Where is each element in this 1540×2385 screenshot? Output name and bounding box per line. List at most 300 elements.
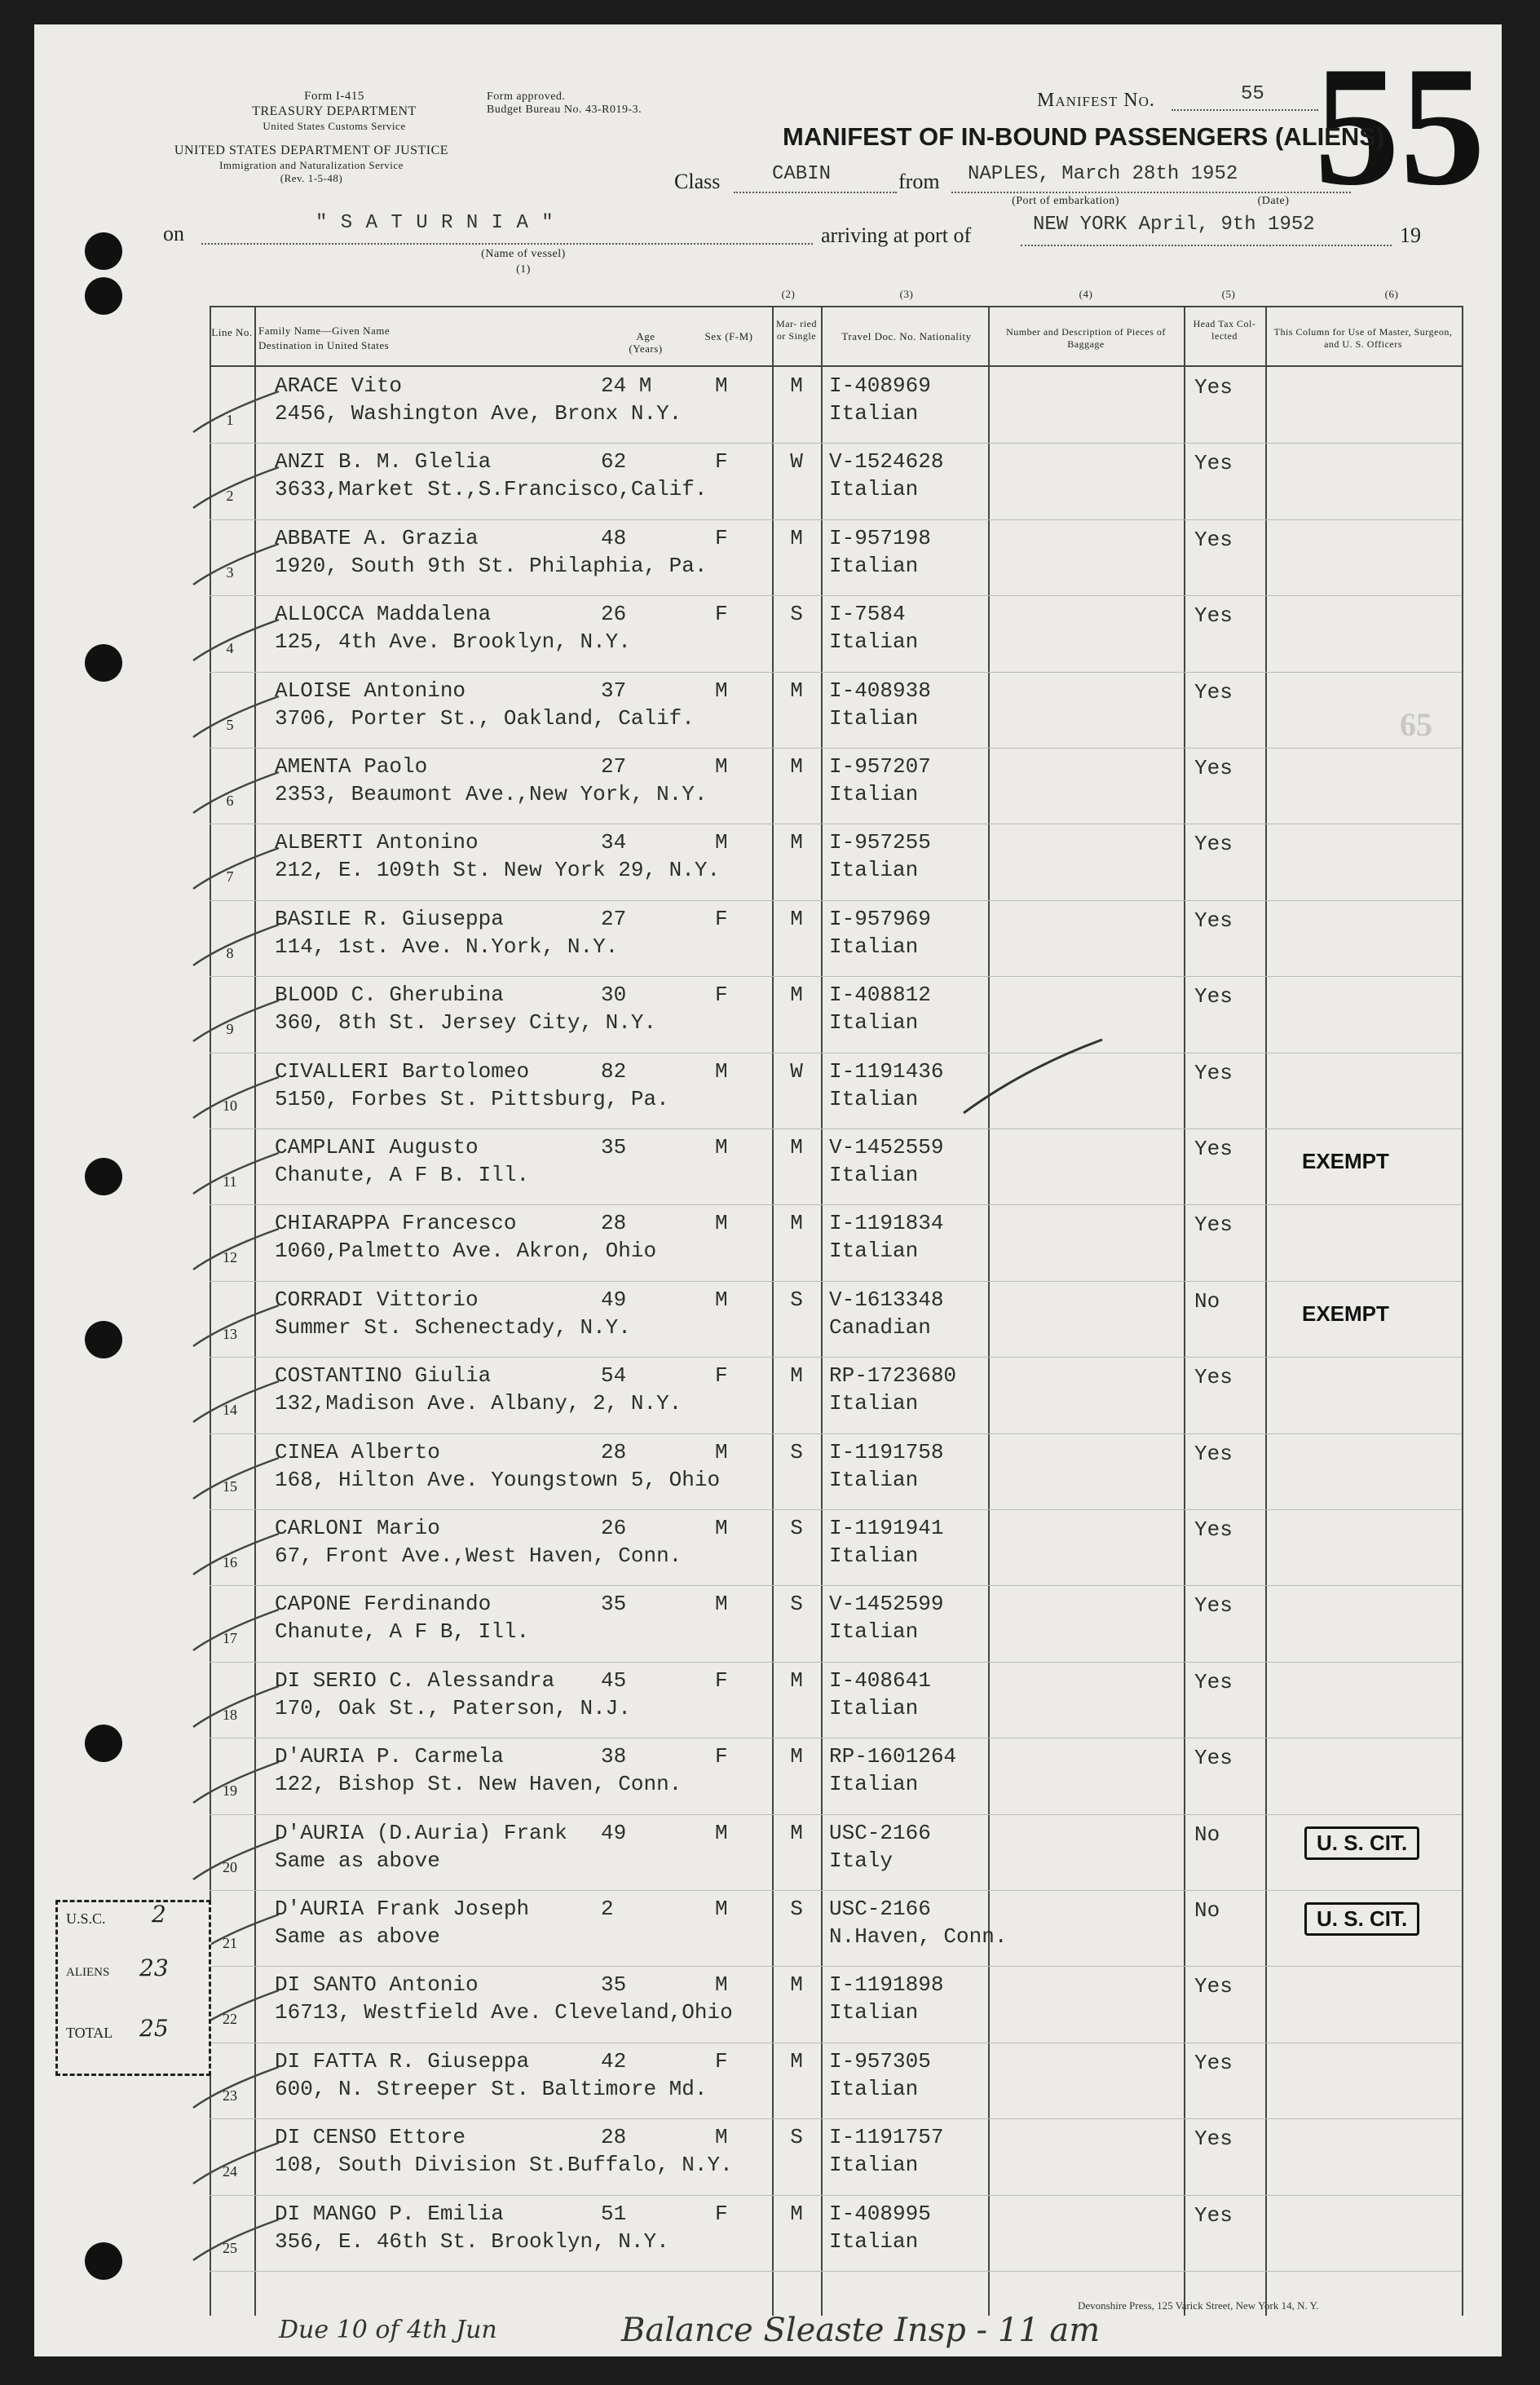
line-number: 7 — [226, 868, 234, 886]
pencil-check-mark — [185, 463, 283, 512]
travel-doc-number: I-957198 — [829, 525, 931, 550]
travel-doc-number: I-408969 — [829, 373, 931, 398]
sex-value: M — [715, 1287, 728, 1312]
aliens-value: 23 — [139, 1954, 169, 1981]
travel-doc-number: V-1524628 — [829, 449, 944, 475]
head-tax-collected: Yes — [1194, 1441, 1233, 1466]
total-label: TOTAL — [66, 2025, 113, 2041]
sex-value: M — [715, 2125, 728, 2150]
destination-address: 16713, Westfield Ave. Cleveland,Ohio — [275, 2000, 733, 2025]
handwritten-note-left: Due 10 of 4th Jun — [279, 2316, 497, 2344]
destination-address: 1060,Palmetto Ave. Akron, Ohio — [275, 1239, 657, 1264]
head-tax-collected: Yes — [1194, 1669, 1233, 1694]
nationality: Italian — [829, 858, 919, 883]
passenger-name: CARLONI Mario — [275, 1516, 440, 1540]
passenger-name: CIVALLERI Bartolomeo — [275, 1058, 530, 1084]
line-number: 23 — [223, 2087, 237, 2104]
col-head-sex: Sex (F-M) — [704, 330, 753, 342]
passenger-name: ARACE Vito — [275, 373, 403, 398]
destination-address: 212, E. 109th St. New York 29, N.Y. — [275, 858, 721, 883]
head-tax-collected: Yes — [1194, 2050, 1233, 2075]
line-number: 12 — [223, 1249, 237, 1266]
nationality: Italian — [829, 934, 919, 959]
destination-address: 1920, South 9th St. Philaphia, Pa. — [275, 553, 708, 578]
head-tax-collected: No — [1194, 1288, 1220, 1314]
destination-address: 168, Hilton Ave. Youngstown 5, Ohio — [275, 1467, 721, 1492]
col-head-travel: Travel Doc. No. Nationality — [841, 330, 972, 342]
table-row — [210, 1966, 1462, 2042]
head-tax-collected: Yes — [1194, 375, 1233, 400]
destination-address: 2353, Beaumont Ave.,New York, N.Y. — [275, 782, 708, 806]
usc-label: U.S.C. — [66, 1910, 106, 1927]
table-row — [210, 1814, 1462, 1890]
table-row — [210, 519, 1462, 595]
from-line — [951, 192, 1351, 193]
line-number: 1 — [226, 412, 234, 428]
form-approved: Form approved. — [487, 91, 566, 103]
table-row — [210, 2043, 1462, 2118]
line-number: 17 — [223, 1630, 237, 1647]
manifest-label: Manifest No. — [1037, 90, 1155, 111]
handwritten-note: Balance Sleaste Insp - 11 am — [621, 2312, 1101, 2349]
pencil-check-mark — [185, 1225, 283, 1274]
nationality: Italian — [829, 2076, 919, 2101]
sex-value: M — [715, 754, 728, 779]
exempt-remark: EXEMPT — [1302, 1149, 1389, 1173]
marital-status: M — [790, 678, 803, 703]
col-head-headtax: Head Tax Col- lected — [1193, 318, 1256, 342]
sex-value: M — [715, 1211, 728, 1236]
col-num-5: (5) — [1221, 288, 1236, 300]
passenger-name: DI SANTO Antonio — [275, 1972, 479, 1998]
nationality: N.Haven, Conn. — [829, 1924, 1008, 1949]
table-row — [210, 1204, 1462, 1280]
nationality: Italian — [829, 1163, 919, 1187]
line-number: 13 — [223, 1325, 237, 1342]
line-number: 5 — [226, 716, 234, 733]
binder-hole — [85, 1321, 122, 1358]
from-label: from — [898, 170, 940, 193]
travel-doc-number: I-957255 — [829, 830, 931, 855]
travel-doc-number: USC-2166 — [829, 1820, 931, 1845]
pencil-check-mark — [185, 844, 283, 893]
binder-hole — [85, 277, 122, 315]
destination-address: Chanute, A F B. Ill. — [275, 1163, 530, 1187]
age-value: 82 — [601, 1058, 627, 1084]
age-value: 24 M — [601, 373, 652, 398]
destination-address: 132,Madison Ave. Albany, 2, N.Y. — [275, 1391, 682, 1416]
table-row — [210, 443, 1462, 519]
table-row — [210, 824, 1462, 899]
passenger-name: BLOOD C. Gherubina — [275, 983, 504, 1008]
col-num-4: (4) — [1079, 288, 1093, 300]
ins-service: Immigration and Naturalization Service — [219, 159, 404, 171]
marital-status: S — [790, 1897, 803, 1921]
sex-value: M — [715, 1972, 728, 1998]
age-value: 49 — [601, 1287, 627, 1312]
passenger-name: CINEA Alberto — [275, 1439, 440, 1464]
pencil-check-mark — [185, 1835, 283, 1884]
table-row — [210, 1433, 1462, 1509]
sex-value: F — [715, 525, 728, 550]
nationality: Italian — [829, 401, 919, 426]
destination-address: 125, 4th Ave. Brooklyn, N.Y. — [275, 629, 631, 655]
line-number: 22 — [223, 2011, 237, 2028]
destination-address: 122, Bishop St. New Haven, Conn. — [275, 1772, 682, 1797]
pencil-check-mark — [185, 1605, 283, 1654]
marital-status: M — [790, 1744, 803, 1769]
head-tax-collected: Yes — [1194, 2202, 1233, 2228]
binder-hole — [85, 1158, 122, 1195]
head-tax-collected: Yes — [1194, 756, 1233, 780]
binder-hole — [85, 2242, 122, 2280]
pencil-check-mark — [185, 1758, 283, 1807]
head-tax-collected: Yes — [1194, 908, 1233, 933]
head-tax-collected: Yes — [1194, 984, 1233, 1009]
travel-doc-number: V-1613348 — [829, 1287, 944, 1312]
travel-doc-number: V-1452599 — [829, 1592, 944, 1617]
sex-value: F — [715, 2201, 728, 2226]
age-value: 35 — [601, 1592, 627, 1617]
col-head-officers: This Column for Use of Master, Surgeon, and U. S. Officers — [1273, 326, 1453, 350]
table-row — [210, 1509, 1462, 1585]
age-value: 30 — [601, 983, 627, 1008]
big-manifest-number: 55 — [1314, 32, 1485, 221]
port-caption: (Port of embarkation) — [1012, 195, 1119, 207]
nationality: Italian — [829, 1391, 919, 1416]
arriving-line — [1021, 245, 1392, 246]
pencil-check-mark — [185, 2215, 283, 2264]
class-label: Class — [674, 170, 721, 193]
nationality: Italian — [829, 705, 919, 731]
pencil-check-mark — [185, 768, 283, 817]
line-number: 11 — [223, 1173, 237, 1190]
line-number: 16 — [223, 1554, 237, 1570]
line-number: 19 — [223, 1782, 237, 1800]
pencil-check-mark — [185, 1073, 283, 1122]
marital-status: M — [790, 754, 803, 779]
destination-address: 114, 1st. Ave. N.York, N.Y. — [275, 934, 619, 959]
usc-value-wrap — [152, 1901, 166, 1928]
passenger-name: ALLOCCA Maddalena — [275, 602, 492, 627]
vessel-name: " S A T U R N I A " — [316, 212, 554, 234]
sex-value: F — [715, 1667, 728, 1693]
destination-address: 170, Oak St., Paterson, N.J. — [275, 1695, 631, 1720]
binder-hole — [85, 644, 122, 682]
destination-address: 2456, Washington Ave, Bronx N.Y. — [275, 401, 682, 426]
line-number: 10 — [223, 1097, 237, 1114]
pencil-check-mark — [185, 1682, 283, 1731]
col-num-6: (6) — [1384, 288, 1399, 300]
head-tax-collected: Yes — [1194, 1517, 1233, 1542]
class-value: CABIN — [772, 163, 832, 185]
age-value: 2 — [601, 1897, 614, 1921]
nationality: Italy — [829, 1848, 894, 1873]
sex-value: F — [715, 1744, 728, 1769]
total-value-wrap — [139, 2015, 169, 2042]
travel-doc-number: I-7584 — [829, 602, 906, 627]
nationality: Italian — [829, 477, 919, 502]
totals-box — [55, 1900, 211, 2076]
sex-value: F — [715, 602, 728, 627]
travel-doc-number: I-1191436 — [829, 1058, 944, 1084]
sex-value: M — [715, 1820, 728, 1845]
head-tax-collected: Yes — [1194, 1365, 1233, 1390]
age-value: 26 — [601, 1516, 627, 1540]
table-top-border — [210, 306, 1462, 307]
passenger-name: DI CENSO Ettore — [275, 2125, 466, 2150]
aliens-label: ALIENS — [66, 1966, 110, 1979]
travel-doc-number: RP-1723680 — [829, 1363, 957, 1389]
destination-address: 5150, Forbes St. Pittsburg, Pa. — [275, 1086, 669, 1111]
table-row — [210, 2195, 1462, 2271]
sex-value: M — [715, 1135, 728, 1159]
passenger-name: CAMPLANI Augusto — [275, 1135, 479, 1159]
aliens-value-wrap — [139, 1954, 169, 1981]
destination-address: Summer St. Schenectady, N.Y. — [275, 1314, 631, 1340]
age-value: 38 — [601, 1744, 627, 1769]
marital-status: M — [790, 983, 803, 1008]
line-number: 20 — [223, 1858, 237, 1875]
table-row — [210, 1281, 1462, 1357]
marital-status: M — [790, 830, 803, 855]
pencil-check-mark — [185, 1377, 283, 1426]
customs-service: United States Customs Service — [263, 120, 406, 132]
destination-address: 67, Front Ave.,West Haven, Conn. — [275, 1544, 682, 1568]
pencil-check-mark — [185, 1454, 283, 1503]
pencil-check-mark — [185, 387, 283, 436]
col-head-married: Mar- ried or Single — [776, 318, 817, 342]
passenger-name: CAPONE Ferdinando — [275, 1592, 492, 1617]
manifest-number: 55 — [1241, 83, 1264, 105]
line-number: 14 — [223, 1402, 237, 1419]
age-value: 37 — [601, 678, 627, 703]
destination-address: Same as above — [275, 1848, 440, 1873]
travel-doc-number: I-1191898 — [829, 1972, 944, 1998]
col-num-2: (2) — [781, 288, 796, 300]
marital-status: S — [790, 602, 803, 627]
head-tax-collected: Yes — [1194, 1060, 1233, 1085]
travel-doc-number: I-957305 — [829, 2048, 931, 2074]
head-tax-collected: Yes — [1194, 527, 1233, 552]
passenger-name: DI SERIO C. Alessandra — [275, 1667, 555, 1693]
sex-value: F — [715, 449, 728, 475]
age-value: 62 — [601, 449, 627, 475]
sex-value: M — [715, 1058, 728, 1084]
table-row — [210, 672, 1462, 748]
head-tax-collected: Yes — [1194, 1593, 1233, 1619]
sex-value: F — [715, 906, 728, 931]
marital-status: M — [790, 1820, 803, 1845]
age-value: 28 — [601, 1211, 627, 1236]
marital-status: S — [790, 1516, 803, 1540]
marital-status: W — [790, 449, 803, 475]
manifest-no-line — [1172, 109, 1318, 111]
pencil-check-mark — [185, 996, 283, 1045]
travel-doc-number: I-957969 — [829, 906, 931, 931]
line-number: 21 — [223, 1935, 237, 1951]
pencil-check-mark — [185, 616, 283, 665]
table-row — [210, 900, 1462, 976]
usc-value: 2 — [152, 1901, 166, 1928]
nationality: Italian — [829, 1695, 919, 1720]
table-row — [210, 367, 1462, 443]
sex-value: M — [715, 1592, 728, 1617]
printer-credit: Devonshire Press, 125 Varick Street, New York 14, N. Y. — [1078, 2299, 1319, 2312]
passenger-name: AMENTA Paolo — [275, 754, 428, 779]
marital-status: M — [790, 1363, 803, 1389]
total-value: 25 — [139, 2015, 169, 2042]
date-caption: (Date) — [1257, 195, 1290, 207]
marital-status: S — [790, 1287, 803, 1312]
age-value: 51 — [601, 2201, 627, 2226]
table-row — [210, 1128, 1462, 1204]
table-row — [210, 976, 1462, 1052]
pencil-check-mark — [185, 921, 283, 969]
travel-doc-number: RP-1601264 — [829, 1744, 957, 1769]
marital-status: M — [790, 1135, 803, 1159]
passenger-name: ALOISE Antonino — [275, 678, 466, 703]
justice-dept: UNITED STATES DEPARTMENT OF JUSTICE — [174, 144, 449, 157]
travel-doc-number: I-408812 — [829, 983, 931, 1008]
head-tax-collected: Yes — [1194, 1974, 1233, 1999]
manifest-title: MANIFEST OF IN-BOUND PASSENGERS (ALIENS) — [783, 122, 1385, 151]
sex-value: F — [715, 2048, 728, 2074]
head-tax-collected: Yes — [1194, 679, 1233, 704]
sex-value: F — [715, 983, 728, 1008]
sex-value: M — [715, 1516, 728, 1540]
line-number: 24 — [223, 2163, 237, 2180]
table-row — [210, 1585, 1462, 1661]
line-number: 3 — [226, 563, 234, 581]
destination-address: 360, 8th St. Jersey City, N.Y. — [275, 1010, 657, 1036]
passenger-name: BASILE R. Giuseppa — [275, 906, 504, 931]
marital-status: M — [790, 2048, 803, 2074]
pencil-check-mark — [185, 1149, 283, 1198]
head-tax-collected: Yes — [1194, 1746, 1233, 1771]
passenger-name: ABBATE A. Grazia — [275, 525, 479, 550]
age-value: 34 — [601, 830, 627, 855]
col-num-3: (3) — [899, 288, 914, 300]
arriving-value: NEW YORK April, 9th 1952 — [1033, 214, 1315, 236]
sex-value: M — [715, 830, 728, 855]
col-head-name: Family Name—Given Name — [258, 325, 391, 337]
age-value: 35 — [601, 1972, 627, 1998]
sex-value: M — [715, 1897, 728, 1921]
pencil-check-mark — [185, 540, 283, 589]
line-number: 9 — [226, 1021, 234, 1038]
nationality: Italian — [829, 1772, 919, 1797]
marital-status: S — [790, 2125, 803, 2150]
table-row — [210, 1890, 1462, 1966]
nationality: Italian — [829, 2000, 919, 2025]
vessel-col-num: (1) — [516, 263, 531, 276]
nationality: Italian — [829, 782, 919, 806]
manifest-sheet — [34, 24, 1502, 2356]
travel-doc-number: I-1191758 — [829, 1439, 944, 1464]
passenger-name: CORRADI Vittorio — [275, 1287, 479, 1312]
head-tax-collected: Yes — [1194, 1212, 1233, 1238]
line-number: 25 — [223, 2239, 237, 2256]
passenger-name: ANZI B. M. Glelia — [275, 449, 492, 475]
nationality: Italian — [829, 1010, 919, 1036]
on-label: on — [163, 222, 184, 245]
travel-doc-number: I-1191941 — [829, 1516, 944, 1540]
destination-address: 108, South Division St.Buffalo, N.Y. — [275, 2153, 733, 2178]
age-value: 48 — [601, 525, 627, 550]
head-tax-collected: Yes — [1194, 1137, 1233, 1161]
head-tax-collected: Yes — [1194, 603, 1233, 629]
age-value: 42 — [601, 2048, 627, 2074]
sex-value: M — [715, 1439, 728, 1464]
sex-value: M — [715, 373, 728, 398]
col-head-line: Line No. — [211, 326, 253, 338]
line-number: 8 — [226, 944, 234, 961]
sex-value: F — [715, 1363, 728, 1389]
travel-doc-number: I-1191834 — [829, 1211, 944, 1236]
marital-status: S — [790, 1592, 803, 1617]
head-tax-collected: Yes — [1194, 2127, 1233, 2152]
passenger-name: ALBERTI Antonino — [275, 830, 479, 855]
nationality: Italian — [829, 1467, 919, 1492]
sex-value: M — [715, 678, 728, 703]
destination-address: 356, E. 46th St. Brooklyn, N.Y. — [275, 2228, 669, 2254]
line-number: 18 — [223, 1706, 237, 1723]
travel-doc-number: V-1452559 — [829, 1135, 944, 1159]
binder-hole — [85, 232, 122, 270]
nationality: Italian — [829, 1239, 919, 1264]
line-number: 2 — [226, 488, 234, 505]
passenger-name: D'AURIA Frank Joseph — [275, 1897, 530, 1921]
head-tax-collected: Yes — [1194, 832, 1233, 857]
pencil-check-mark — [185, 692, 283, 741]
destination-address: Chanute, A F B, Ill. — [275, 1619, 530, 1645]
nationality: Italian — [829, 1619, 919, 1645]
passenger-name: COSTANTINO Giulia — [275, 1363, 492, 1389]
marital-status: M — [790, 373, 803, 398]
pencil-check-mark — [185, 2139, 283, 2188]
passenger-name: D'AURIA P. Carmela — [275, 1744, 504, 1769]
passenger-name: CHIARAPPA Francesco — [275, 1211, 517, 1236]
table-row — [210, 748, 1462, 824]
marital-status: M — [790, 525, 803, 550]
nationality: Italian — [829, 1544, 919, 1568]
us-citizen-stamp: U. S. CIT. — [1304, 1902, 1419, 1936]
head-tax-collected: No — [1194, 1898, 1220, 1923]
nationality: Italian — [829, 629, 919, 655]
nationality: Italian — [829, 2153, 919, 2178]
head-tax-collected: Yes — [1194, 451, 1233, 476]
col-head-age: Age (Years) — [629, 330, 663, 355]
table-row — [210, 1738, 1462, 1813]
table-row — [210, 1357, 1462, 1433]
age-value: 45 — [601, 1667, 627, 1693]
travel-doc-number: I-1191757 — [829, 2125, 944, 2150]
travel-doc-number: I-957207 — [829, 754, 931, 779]
col-head-baggage: Number and Description of Pieces of Baggage — [1006, 326, 1166, 350]
arriving-label: arriving at port of — [821, 223, 972, 247]
nationality: Canadian — [829, 1314, 931, 1340]
class-line — [734, 192, 897, 193]
pencil-check-mark — [185, 1301, 283, 1350]
marital-status: M — [790, 1972, 803, 1998]
travel-doc-number: USC-2166 — [829, 1897, 931, 1921]
destination-address: 3706, Porter St., Oakland, Calif. — [275, 705, 695, 731]
travel-doc-number: I-408995 — [829, 2201, 931, 2226]
line-number: 4 — [226, 640, 234, 657]
marital-status: W — [790, 1058, 803, 1084]
travel-doc-number: I-408641 — [829, 1667, 931, 1693]
